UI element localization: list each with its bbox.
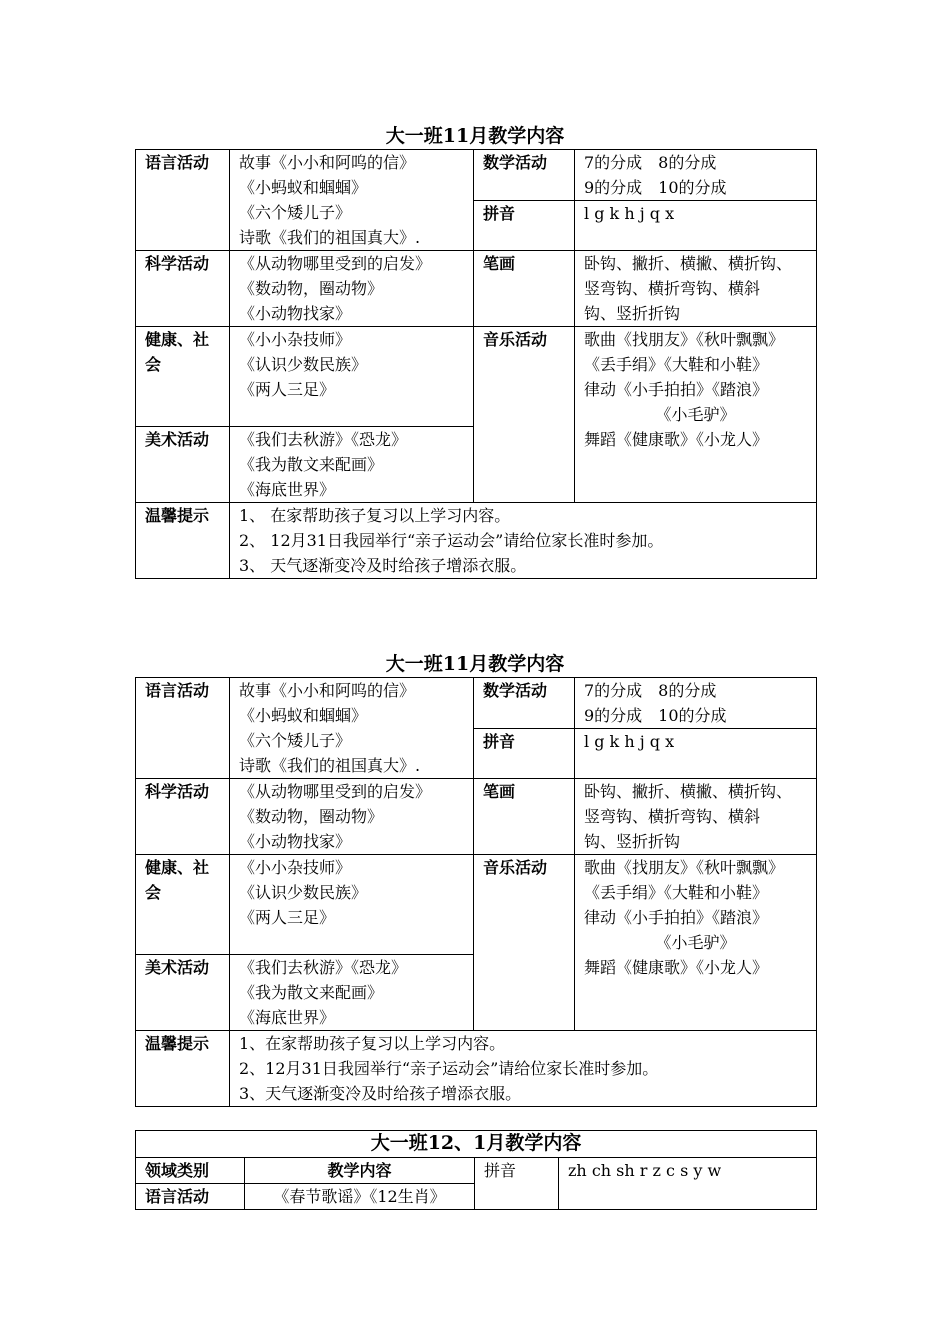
strokes-content: 卧钩、撇折、横撇、横折钩、 竖弯钩、横折弯钩、横斜 钩、竖折折钩 [575,251,817,327]
language-content: 故事《小小和阿呜的信》 《小蚂蚁和蝈蝈》 《六个矮儿子》 诗歌《我们的祖国真大》. [230,678,474,779]
music-content: 歌曲《找朋友》《秋叶飘飘》 《丢手绢》《大鞋和小鞋》 律动《小手拍拍》《踏浪》 《小毛驴》 舞蹈《健康歌》《小龙人》 [575,855,817,1031]
health-label: 健康、社会 [136,327,230,427]
science-content: 《从动物哪里受到的启发》 《数动物，圈动物》 《小动物找家》 [230,779,474,855]
music-label: 音乐活动 [474,327,575,503]
art-content: 《我们去秋游》《恐龙》 《我为散文来配画》 《海底世界》 [230,427,474,503]
strokes-label: 笔画 [474,251,575,327]
tips-label: 温馨提示 [136,1031,230,1107]
art-label: 美术活动 [136,955,230,1031]
table-title-1: 大一班11月教学内容 [385,125,565,147]
language-label: 语言活动 [136,150,230,251]
language-label: 语言活动 [136,1184,245,1210]
language-label: 语言活动 [136,678,230,779]
art-content: 《我们去秋游》《恐龙》 《我为散文来配画》 《海底世界》 [230,955,474,1031]
tips-content: 1、在家帮助孩子复习以上学习内容。 2、12月31日我园举行“亲子运动会”请给位家长准时参加。 3、天气逐渐变冷及时给孩子增添衣服。 [230,1031,817,1107]
math-label: 数学活动 [474,678,575,729]
pinyin-label: 拼音 [475,1158,559,1210]
teaching-table-1 [135,149,817,579]
strokes-content: 卧钩、撇折、横撇、横折钩、 竖弯钩、横折弯钩、横斜 钩、竖折折钩 [575,779,817,855]
health-label: 健康、社会 [136,855,230,955]
health-content: 《小小杂技师》 《认识少数民族》 《两人三足》 [230,327,474,427]
health-content: 《小小杂技师》 《认识少数民族》 《两人三足》 [230,855,474,955]
science-label: 科学活动 [136,779,230,855]
math-content: 7的分成 8的分成 9的分成 10的分成 [575,150,817,201]
language-content: 故事《小小和阿呜的信》 《小蚂蚁和蝈蝈》 《六个矮儿子》 诗歌《我们的祖国真大》. [230,150,474,251]
table-title-2: 大一班11月教学内容 [385,653,565,675]
pinyin-label: 拼音 [474,729,575,779]
table-title-3: 大一班12、1月教学内容 [136,1131,817,1158]
pinyin-label: 拼音 [474,201,575,251]
science-content: 《从动物哪里受到的启发》 《数动物，圈动物》 《小动物找家》 [230,251,474,327]
music-content: 歌曲《找朋友》《秋叶飘飘》 《丢手绢》《大鞋和小鞋》 律动《小手拍拍》《踏浪》 《小毛驴》 舞蹈《健康歌》《小龙人》 [575,327,817,503]
teaching-table-3 [135,1130,817,1210]
tips-content: 1、 在家帮助孩子复习以上学习内容。 2、 12月31日我园举行“亲子运动会”请给位家长准时参加。 3、 天气逐渐变冷及时给孩子增添衣服。 [230,503,817,579]
art-label: 美术活动 [136,427,230,503]
science-label: 科学活动 [136,251,230,327]
pinyin-content: l g k h j q x [575,201,817,251]
domain-column-header: 领域类别 [136,1158,245,1184]
pinyin-content: l g k h j q x [575,729,817,779]
language-content: 《春节歌谣》《12生肖》 [245,1184,475,1210]
pinyin-content: zh ch sh r z c s y w [559,1158,817,1210]
teaching-table-2 [135,677,817,1107]
math-content: 7的分成 8的分成 9的分成 10的分成 [575,678,817,729]
math-label: 数学活动 [474,150,575,201]
music-label: 音乐活动 [474,855,575,1031]
tips-label: 温馨提示 [136,503,230,579]
strokes-label: 笔画 [474,779,575,855]
content-column-header: 教学内容 [245,1158,475,1184]
